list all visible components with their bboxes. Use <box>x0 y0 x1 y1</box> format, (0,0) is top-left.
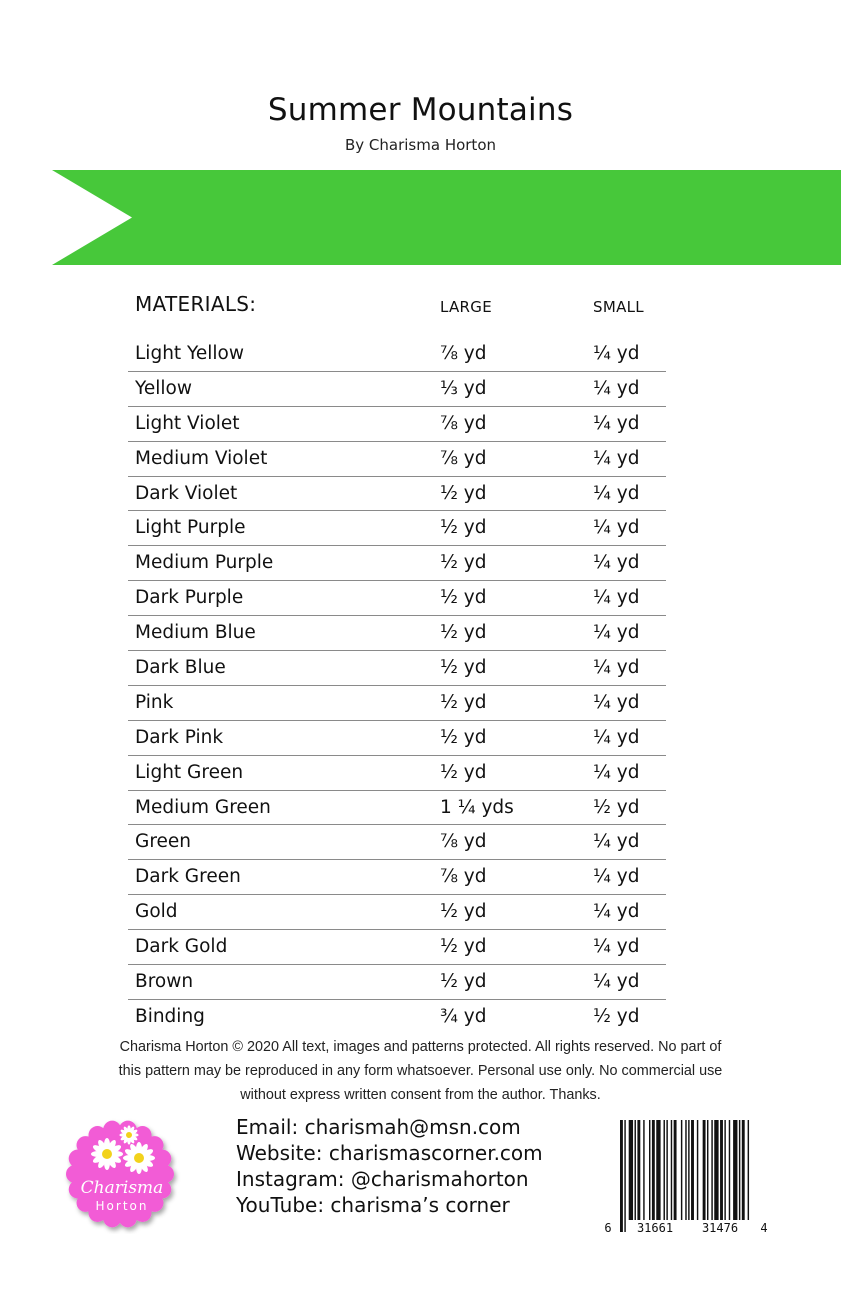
green-banner <box>52 170 841 265</box>
barcode-digits: 31661 <box>636 1221 674 1235</box>
logo-text: Charisma <box>80 1178 164 1198</box>
copyright-notice <box>60 1035 781 1107</box>
material-small-qty: ¼ yd <box>593 482 640 504</box>
material-name: Pink <box>135 691 174 713</box>
material-name: Gold <box>135 901 178 923</box>
byline: By Charisma Horton <box>344 136 497 154</box>
material-small-qty: ¼ yd <box>593 622 640 644</box>
material-name: Light Violet <box>135 412 240 434</box>
material-large-qty: ½ yd <box>440 552 487 574</box>
material-small-qty: ¼ yd <box>593 377 640 399</box>
material-large-qty: ⅞ yd <box>440 343 487 364</box>
material-small-qty: ¼ yd <box>593 552 640 574</box>
contact-info <box>236 1114 543 1218</box>
material-small-qty: ¼ yd <box>593 657 640 679</box>
material-name: Medium Green <box>135 796 271 818</box>
column-header-small: SMALL <box>593 298 644 316</box>
material-name: Light Purple <box>135 517 246 539</box>
logo-text: Horton <box>95 1199 149 1213</box>
material-row <box>128 965 666 1000</box>
material-small-qty: ¼ yd <box>593 412 640 434</box>
material-name: Medium Violet <box>135 447 268 469</box>
materials-table <box>128 337 666 1034</box>
material-row <box>128 930 666 965</box>
contact-youtube: YouTube: charisma’s corner <box>236 1193 510 1217</box>
material-large-qty: ⅞ yd <box>440 831 487 853</box>
material-large-qty: ½ yd <box>440 936 487 958</box>
material-small-qty: ¼ yd <box>593 517 640 539</box>
material-row <box>128 860 666 895</box>
material-row <box>128 791 666 826</box>
material-name: Medium Blue <box>135 622 256 644</box>
material-row <box>128 686 666 721</box>
material-large-qty: ½ yd <box>440 971 487 993</box>
barcode-digits: 31476 <box>701 1221 739 1235</box>
barcode-digit: 6 <box>604 1221 612 1235</box>
material-row <box>128 511 666 546</box>
material-name: Green <box>135 831 192 853</box>
material-large-qty: ⅞ yd <box>440 866 487 888</box>
copyright-line: this pattern may be reproduced in any form whatsoever. Personal use only. No commercial use <box>118 1063 723 1079</box>
material-name: Dark Green <box>135 866 241 888</box>
material-small-qty: ½ yd <box>593 796 640 818</box>
material-row <box>128 581 666 616</box>
charisma-horton-logo <box>62 1118 182 1234</box>
material-large-qty: ½ yd <box>440 691 487 713</box>
material-small-qty: ¼ yd <box>593 447 640 469</box>
material-row <box>128 407 666 442</box>
copyright-line: Charisma Horton © 2020 All text, images and patterns protected. All rights reserved. No part of <box>119 1039 722 1055</box>
material-name: Brown <box>135 971 194 993</box>
material-row <box>128 546 666 581</box>
material-large-qty: ⅞ yd <box>440 447 487 469</box>
material-name: Dark Blue <box>135 657 226 679</box>
material-large-qty: ½ yd <box>440 901 487 923</box>
material-name: Dark Violet <box>135 482 238 504</box>
material-name: Light Yellow <box>135 343 245 364</box>
barcode-digit: 4 <box>760 1221 768 1235</box>
material-large-qty: ½ yd <box>440 657 487 679</box>
materials-heading: MATERIALS: <box>135 292 257 316</box>
material-name: Dark Pink <box>135 726 224 748</box>
material-row <box>128 651 666 686</box>
material-name: Light Green <box>135 761 244 783</box>
material-large-qty: ½ yd <box>440 726 487 748</box>
material-large-qty: ⅓ yd <box>440 377 487 399</box>
column-header-large: LARGE <box>440 298 492 316</box>
material-row <box>128 337 666 372</box>
material-small-qty: ¼ yd <box>593 936 640 958</box>
material-large-qty: ½ yd <box>440 622 487 644</box>
material-small-qty: ¼ yd <box>593 971 640 993</box>
contact-instagram: Instagram: @charismahorton <box>236 1167 529 1191</box>
material-large-qty: ½ yd <box>440 587 487 609</box>
material-name: Dark Purple <box>135 587 244 609</box>
material-row <box>128 616 666 651</box>
material-name: Medium Purple <box>135 552 274 574</box>
material-row <box>128 477 666 512</box>
material-small-qty: ¼ yd <box>593 726 640 748</box>
material-small-qty: ¼ yd <box>593 691 640 713</box>
contact-website: Website: charismascorner.com <box>236 1141 543 1165</box>
material-row <box>128 442 666 477</box>
material-large-qty: ⅞ yd <box>440 412 487 434</box>
material-name: Yellow <box>135 377 192 399</box>
material-large-qty: ¾ yd <box>440 1005 487 1027</box>
barcode <box>600 1120 770 1238</box>
material-large-qty: ½ yd <box>440 761 487 783</box>
material-large-qty: ½ yd <box>440 482 487 504</box>
material-name: Binding <box>135 1005 205 1027</box>
material-row <box>128 372 666 407</box>
material-small-qty: ¼ yd <box>593 831 640 853</box>
material-row <box>128 895 666 930</box>
material-name: Dark Gold <box>135 936 228 958</box>
material-small-qty: ¼ yd <box>593 587 640 609</box>
material-row <box>128 721 666 756</box>
pattern-title: Summer Mountains <box>267 92 574 128</box>
material-row <box>128 1000 666 1034</box>
material-large-qty: ½ yd <box>440 517 487 539</box>
material-row <box>128 756 666 791</box>
contact-email: Email: charismah@msn.com <box>236 1115 521 1139</box>
material-large-qty: 1 ¼ yds <box>440 796 514 818</box>
material-small-qty: ½ yd <box>593 1005 640 1027</box>
material-row <box>128 825 666 860</box>
material-small-qty: ¼ yd <box>593 901 640 923</box>
material-small-qty: ¼ yd <box>593 761 640 783</box>
copyright-line: without express written consent from the author. Thanks. <box>240 1087 601 1103</box>
material-small-qty: ¼ yd <box>593 343 640 364</box>
material-small-qty: ¼ yd <box>593 866 640 888</box>
